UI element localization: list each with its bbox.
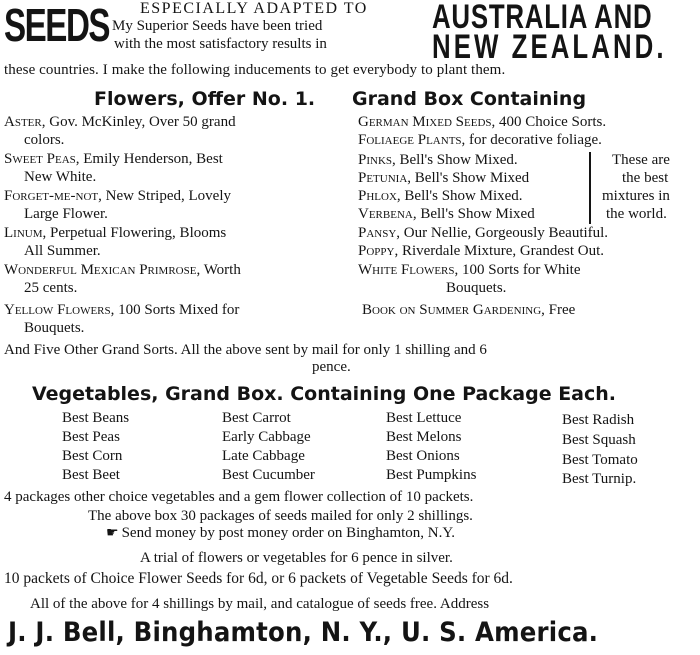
flower-linum: Linum, Perpetual Flowering, Blooms bbox=[4, 225, 227, 241]
flower-sweet-peas: Sweet Peas, Emily Henderson, Best bbox=[4, 151, 223, 167]
veg-col-1-row-4: Best Beet bbox=[62, 467, 120, 483]
veg-offer-line-6: All of the above for 4 shillings by mail, and catalogue of seeds free. Address bbox=[30, 596, 490, 612]
new-zealand-heading: NEW ZEALAND. bbox=[432, 28, 667, 66]
veg-col-1-row-3: Best Corn bbox=[62, 448, 123, 464]
header-line-3: these countries. I make the following inducements to get everybody to plant them. bbox=[4, 62, 506, 78]
flower-pinks: Pinks, Bell's Show Mixed. bbox=[358, 152, 518, 168]
address-footer: J. J. Bell, Binghamton, N. Y., U. S. America. bbox=[8, 617, 599, 648]
flower-yellow-flowers: Yellow Flowers, 100 Sorts Mixed for bbox=[4, 302, 240, 318]
veg-col-4-row-3: Best Tomato bbox=[562, 452, 638, 468]
flower-petunia: Petunia, Bell's Show Mixed bbox=[358, 170, 530, 186]
header-line-1: My Superior Seeds have been tried bbox=[112, 18, 323, 34]
flower-yellow-flowers-cont: Bouquets. bbox=[24, 320, 85, 336]
veg-col-1-row-1: Best Beans bbox=[62, 410, 130, 426]
note-line-2: the best bbox=[622, 170, 669, 186]
grand-box-heading: Grand Box Containing bbox=[352, 88, 587, 110]
note-line-1: These are bbox=[612, 152, 670, 168]
flower-foliage-plants: Foliaege Plants, for decorative foliage. bbox=[358, 132, 602, 148]
veg-col-4-row-4: Best Turnip. bbox=[562, 471, 637, 487]
flower-white-flowers-cont: Bouquets. bbox=[446, 280, 507, 296]
flower-phlox: Phlox, Bell's Show Mixed. bbox=[358, 188, 523, 204]
veg-col-2-row-2: Early Cabbage bbox=[222, 429, 311, 445]
flower-forget-me-not-cont: Large Flower. bbox=[24, 206, 108, 222]
vegetables-heading: Vegetables, Grand Box. Containing One Package Each. bbox=[32, 383, 616, 405]
veg-col-2-row-1: Best Carrot bbox=[222, 410, 291, 426]
flower-forget-me-not: Forget-me-not, New Striped, Lovely bbox=[4, 188, 231, 204]
flower-white-flowers: White Flowers, 100 Sorts for White bbox=[358, 262, 581, 278]
veg-col-2-row-3: Late Cabbage bbox=[222, 448, 305, 464]
seeds-title: SEEDS bbox=[4, 0, 110, 51]
veg-col-4-row-2: Best Squash bbox=[562, 432, 636, 448]
veg-col-4-row-1: Best Radish bbox=[562, 412, 635, 428]
note-line-3: mixtures in bbox=[602, 188, 670, 204]
flower-german-mixed: German Mixed Seeds, 400 Choice Sorts. bbox=[358, 114, 607, 130]
note-line-4: the world. bbox=[606, 206, 667, 222]
note-bracket bbox=[589, 152, 591, 224]
flower-poppy: Poppy, Riverdale Mixture, Grandest Out. bbox=[358, 243, 604, 259]
veg-offer-line-2: The above box 30 packages of seeds mailed for only 2 shillings. bbox=[88, 508, 473, 524]
veg-col-3-row-3: Best Onions bbox=[386, 448, 460, 464]
flower-pansy: Pansy, Our Nellie, Gorgeously Beautiful. bbox=[358, 225, 609, 241]
veg-col-3-row-4: Best Pumpkins bbox=[386, 467, 477, 483]
veg-offer-line-3: ☛ Send money by post money order on Binghamton, N.Y. bbox=[106, 525, 456, 541]
flower-mexican-primrose: Wonderful Mexican Primrose, Worth bbox=[4, 262, 241, 278]
flower-aster: Aster, Gov. McKinley, Over 50 grand bbox=[4, 114, 236, 130]
flowers-offer-line-1: And Five Other Grand Sorts. All the above sent by mail for only 1 shilling and 6 bbox=[4, 342, 487, 358]
veg-offer-line-4: A trial of flowers or vegetables for 6 pence in silver. bbox=[140, 550, 453, 566]
pointing-hand-icon: ☛ bbox=[106, 526, 119, 541]
header-line-2: with the most satisfactory results in bbox=[114, 36, 327, 52]
flower-linum-cont: All Summer. bbox=[24, 243, 101, 259]
especially-adapted-heading: ESPECIALLY ADAPTED TO bbox=[140, 0, 368, 17]
veg-col-3-row-2: Best Melons bbox=[386, 429, 462, 445]
flowers-offer-line-2: pence. bbox=[312, 359, 351, 375]
flower-aster-cont: colors. bbox=[24, 132, 65, 148]
australia-heading: AUSTRALIA AND bbox=[432, 0, 653, 36]
flower-sweet-peas-cont: New White. bbox=[24, 169, 97, 185]
veg-col-1-row-2: Best Peas bbox=[62, 429, 120, 445]
veg-offer-line-1: 4 packages other choice vegetables and a gem flower collection of 10 packets. bbox=[4, 489, 474, 505]
veg-col-2-row-4: Best Cucumber bbox=[222, 467, 315, 483]
flower-verbena: Verbena, Bell's Show Mixed bbox=[358, 206, 535, 222]
flower-mexican-primrose-cont: 25 cents. bbox=[24, 280, 78, 296]
flowers-offer-heading: Flowers, Offer No. 1. bbox=[94, 88, 316, 110]
veg-offer-line-5: 10 packets of Choice Flower Seeds for 6d, or 6 packets of Vegetable Seeds for 6d. bbox=[4, 570, 513, 587]
veg-col-3-row-1: Best Lettuce bbox=[386, 410, 462, 426]
book-summer-gardening: Book on Summer Gardening, Free bbox=[362, 302, 576, 318]
